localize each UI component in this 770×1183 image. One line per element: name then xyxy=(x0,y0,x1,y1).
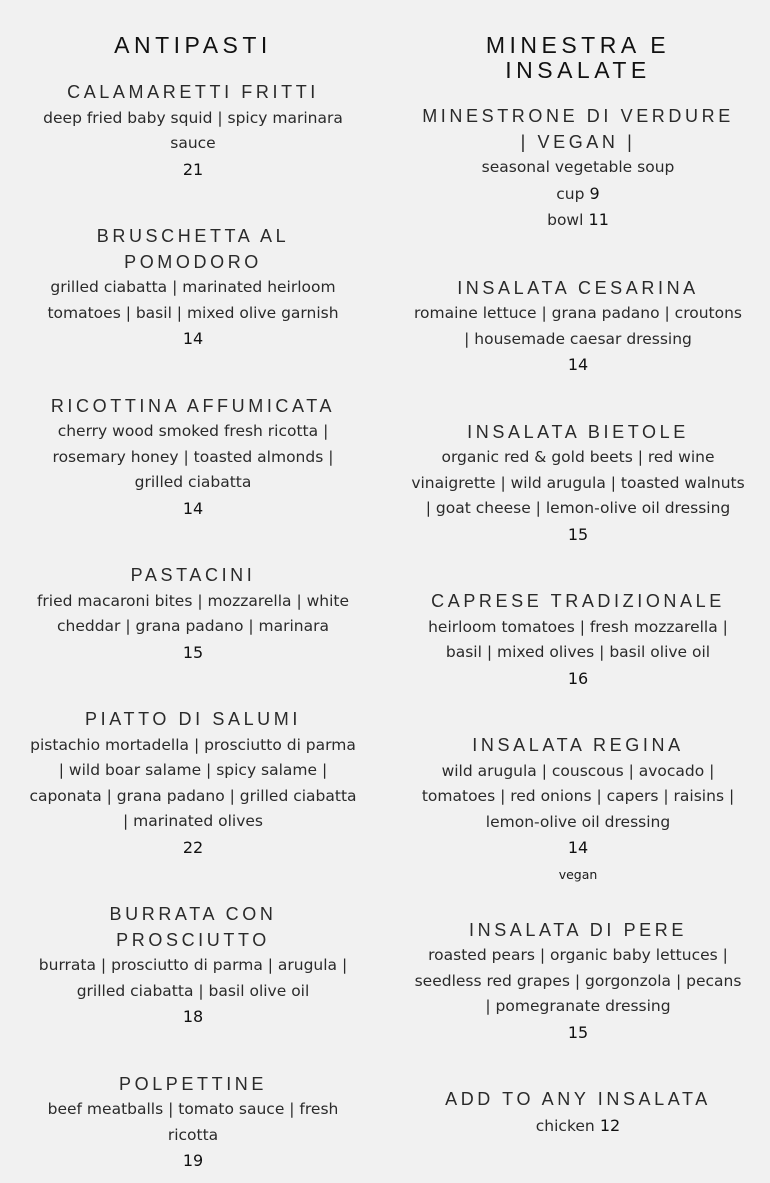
menu-item-minestrone xyxy=(407,104,749,234)
menu-item xyxy=(22,394,364,522)
bowl-label: bowl xyxy=(547,211,584,229)
item-description: wild arugula | couscous | avocado | tomatoes | red onions | capers | raisins | lemon-olive oil dressing xyxy=(421,761,735,831)
menu-item xyxy=(22,707,364,860)
item-name: INSALATA DI PERE xyxy=(469,919,687,940)
section-title-minestra-insalate: MINESTRA E INSALATE xyxy=(485,32,671,83)
item-description: burrata | prosciutto di parma | arugula | grilled ciabatta | basil olive oil xyxy=(38,956,348,1000)
item-description: roasted pears | organic baby lettuces | seedless red grapes | gorgonzola | pecans | pomegranate dressing xyxy=(414,946,742,1015)
addon-label: chicken xyxy=(535,1116,595,1135)
item-name: INSALATA REGINA xyxy=(472,735,684,755)
menu-item xyxy=(22,80,364,182)
menu-item xyxy=(407,276,749,378)
item-name: CALAMARETTI FRITTI xyxy=(67,82,319,102)
menu-item xyxy=(22,563,364,665)
antipasti-column xyxy=(22,0,364,1174)
item-description: cherry wood smoked fresh ricotta | rosemary honey | toasted almonds | grilled ciabatta xyxy=(52,422,334,491)
item-description: deep fried baby squid | spicy marinara sauce xyxy=(43,108,343,152)
item-price: 15 xyxy=(567,524,589,544)
item-description: fried macaroni bites | mozzarella | white cheddar | grana padano | marinara xyxy=(36,591,350,635)
item-name: POLPETTINE xyxy=(118,1073,268,1094)
cup-price-line xyxy=(407,181,749,208)
menu-item xyxy=(22,1072,364,1174)
menu-item xyxy=(407,420,749,548)
item-price: 15 xyxy=(567,1022,589,1042)
item-name: RICOTTINA AFFUMICATA xyxy=(50,395,336,416)
item-price: 14 xyxy=(567,355,589,374)
bowl-price: 11 xyxy=(588,210,609,229)
menu-item xyxy=(407,733,749,889)
menu-item xyxy=(22,902,364,1030)
item-name: BRUSCHETTA AL POMODORO xyxy=(96,226,290,272)
addon-price-line xyxy=(407,1113,749,1140)
item-description: seasonal vegetable soup xyxy=(481,158,675,176)
minestra-insalate-column xyxy=(407,0,749,1139)
item-name: CAPRESE TRADIZIONALE xyxy=(431,591,725,611)
item-name: BURRATA CON PROSCIUTTO xyxy=(109,904,277,950)
bowl-price-line xyxy=(407,207,749,234)
item-description: romaine lettuce | grana padano | croutons | housemade caesar dressing xyxy=(414,304,742,348)
item-price: 19 xyxy=(182,1151,204,1170)
cup-label: cup xyxy=(556,184,585,203)
menu-item xyxy=(407,589,749,691)
item-description: heirloom tomatoes | fresh mozzarella | basil | mixed olives | basil olive oil xyxy=(428,617,728,661)
addon-price: 12 xyxy=(599,1115,621,1135)
item-name: PIATTO DI SALUMI xyxy=(85,709,301,729)
item-price: 21 xyxy=(182,159,204,179)
menu-item xyxy=(22,224,364,352)
vegan-note: vegan xyxy=(558,866,598,882)
item-price: 18 xyxy=(182,1007,204,1026)
menu-item-addon xyxy=(407,1087,749,1139)
menu-item xyxy=(407,918,749,1046)
item-price: 22 xyxy=(182,837,204,857)
item-name: ADD TO ANY INSALATA xyxy=(445,1089,711,1109)
antipasti-list xyxy=(22,80,364,1174)
cup-price: 9 xyxy=(589,183,600,203)
item-name: PASTACINI xyxy=(130,565,256,585)
section-title-antipasti: ANTIPASTI xyxy=(114,32,272,58)
item-name: MINESTRONE DI VERDURE | VEGAN | xyxy=(422,106,734,152)
item-price: 14 xyxy=(182,329,204,348)
insalate-list xyxy=(407,104,749,1139)
item-price: 14 xyxy=(182,498,204,518)
item-price: 14 xyxy=(567,838,589,857)
item-description: grilled ciabatta | marinated heirloom tomatoes | basil | mixed olive garnish xyxy=(47,278,339,322)
item-name: INSALATA CESARINA xyxy=(457,277,699,298)
item-description: pistachio mortadella | prosciutto di parma | wild boar salame | spicy salame | caponata | grana padano | grilled ciabatta | marinated olives xyxy=(29,735,357,830)
item-description: beef meatballs | tomato sauce | fresh ricotta xyxy=(47,1100,339,1144)
item-name: INSALATA BIETOLE xyxy=(467,421,689,442)
item-price: 15 xyxy=(182,642,204,662)
item-price: 16 xyxy=(567,668,589,688)
item-description: organic red & gold beets | red wine vinaigrette | wild arugula | toasted walnuts | goat cheese | lemon-olive oil dressing xyxy=(411,448,745,517)
